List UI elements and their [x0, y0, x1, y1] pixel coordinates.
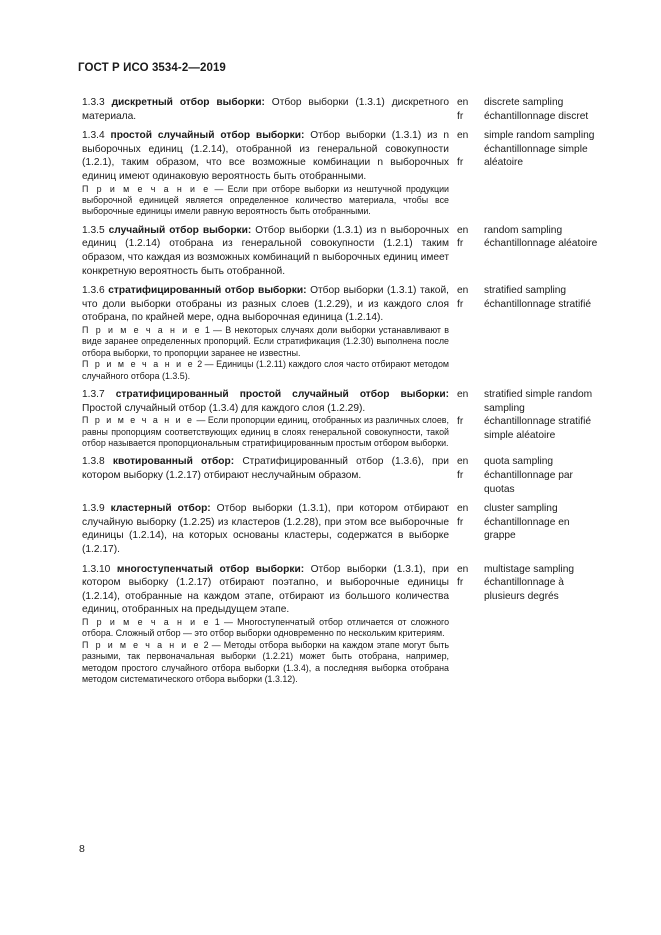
- translation-fr: échantillonnage par quotas: [484, 469, 573, 495]
- note-label: П р и м е ч а н и е: [82, 183, 211, 194]
- lang-en: en: [457, 285, 469, 297]
- entry-main: [82, 455, 449, 496]
- term-entry-1-3-3: [82, 96, 604, 123]
- term-number: 1.3.6: [82, 285, 105, 297]
- lang-fr: fr: [457, 298, 464, 310]
- term-number: 1.3.4: [82, 130, 105, 142]
- note-label: П р и м е ч а н и е: [82, 324, 202, 335]
- term-note-1: [82, 325, 449, 359]
- term-title: многоступенчатый отбор выборки:: [116, 563, 305, 575]
- entry-main: [82, 224, 449, 278]
- entry-main: [82, 284, 449, 382]
- term-entry-1-3-7: [82, 388, 604, 449]
- lang-en: en: [457, 503, 469, 515]
- terms-list: [82, 96, 604, 691]
- term-note-2: [82, 640, 449, 686]
- page-header: ГОСТ Р ИСО 3534-2—2019: [78, 62, 226, 74]
- translations: [484, 563, 604, 686]
- lang-en: en: [457, 224, 469, 236]
- lang-fr: fr: [457, 110, 464, 122]
- term-title: дискретный отбор выборки:: [111, 97, 265, 108]
- term-title: квотированный отбор:: [112, 456, 235, 468]
- lang-en: en: [457, 563, 469, 575]
- lang-codes: [457, 224, 484, 278]
- term-entry-1-3-4: [82, 129, 604, 218]
- lang-en: en: [457, 388, 469, 400]
- translation-fr: échantillonnage simple aléatoire: [484, 143, 588, 169]
- note-text: 2 — Методы отбора выборки на каждом этапе могут быть разными, так первоначальная выборки (1.2.21) может быть отобрана, например, методом простого случайного отбора выборки (1.3.4), а последняя выборка отобрана методом систематического отбора выборки (1.3.12).: [82, 639, 450, 684]
- translations: [484, 455, 604, 496]
- note-label: П р и м е ч а н и е: [82, 359, 195, 370]
- term-definition: Отбор выборки (1.3.1) из n выборочных единиц (1.2.14) отобрана из генеральной совокупности (1.2.1) таким образом, что каждая из возможных комбинаций n выборочных единиц имеет конкретную вероятность быть отобранной.: [82, 224, 449, 277]
- term-entry-1-3-6: [82, 284, 604, 382]
- lang-fr: fr: [457, 577, 464, 589]
- lang-codes: [457, 388, 484, 449]
- term-number: 1.3.3: [82, 97, 105, 108]
- note-text: 1 — Многоступенчатый отбор отличается от сложного отбора. Сложный отбор — это отбор выборки одновременно по нескольким критериям.: [82, 616, 450, 639]
- translation-en: stratified simple random sampling: [484, 388, 593, 414]
- entry-main: [82, 563, 449, 686]
- term-title: стратифицированный отбор выборки:: [108, 285, 307, 297]
- entry-main: [82, 96, 449, 123]
- lang-fr: fr: [457, 238, 464, 250]
- term-number: 1.3.5: [82, 224, 105, 236]
- lang-fr: fr: [457, 416, 464, 428]
- lang-codes: [457, 129, 484, 218]
- term-title: простой случайный отбор выборки:: [110, 130, 305, 142]
- note-label: П р и м е ч а н и е: [82, 415, 194, 426]
- lang-codes: [457, 455, 484, 496]
- term-definition: Отбор выборки (1.3.1), при котором выборку (1.2.17) отбирают поэтапно, и выборочные единицы (1.2.14), отобранные на каждом этапе, отбирают из большого количества единиц, отобранных на предыдущем этапе.: [82, 563, 449, 616]
- translation-en: quota sampling: [484, 456, 554, 468]
- translation-en: simple random sampling: [484, 130, 595, 142]
- term-number: 1.3.10: [82, 563, 111, 575]
- translations: [484, 129, 604, 218]
- lang-fr: fr: [457, 157, 464, 169]
- lang-fr: fr: [457, 469, 464, 481]
- translations: [484, 502, 604, 556]
- term-entry-1-3-8: [82, 455, 604, 496]
- term-entry-1-3-9: [82, 502, 604, 556]
- term-definition: Отбор выборки (1.3.1) такой, что доли выборки отобраны из разных слоев (1.2.29), и из каждого слоя отобрана, по крайней мере, одна выборочная единица (1.2.14).: [82, 285, 449, 324]
- translation-fr: échantillonnage discret: [484, 110, 589, 122]
- translation-fr: échantillonnage stratifié simple aléatoire: [484, 416, 592, 441]
- lang-en: en: [457, 456, 469, 468]
- note-text: — Если при отборе выборки из нештучной продукции выборочной единицей является определенное количество материала, чтобы все выборочные единицы имели равную вероятность быть отобранными.: [82, 183, 450, 217]
- term-definition: Простой случайный отбор (1.3.4) для каждого слоя (1.2.29).: [82, 402, 366, 414]
- term-definition: Стратифицированный отбор (1.3.6), при котором выборку (1.2.17) отбирают неслучайным образом.: [82, 456, 449, 481]
- term-title: случайный отбор выборки:: [108, 224, 252, 236]
- term-note-2: [82, 359, 449, 382]
- lang-codes: [457, 563, 484, 686]
- lang-codes: [457, 502, 484, 556]
- term-definition: Отбор выборки (1.3.1) дискретного материала.: [82, 97, 449, 122]
- translations: [484, 96, 604, 123]
- translation-fr: échantillonnage aléatoire: [484, 238, 598, 250]
- term-entry-1-3-5: [82, 224, 604, 278]
- translation-en: cluster sampling: [484, 503, 558, 515]
- note-label: П р и м е ч а н и е: [82, 639, 201, 650]
- term-note-1: [82, 617, 449, 640]
- entry-main: [82, 129, 449, 218]
- term-number: 1.3.9: [82, 503, 105, 515]
- term-number: 1.3.8: [82, 456, 105, 468]
- entry-main: [82, 388, 449, 449]
- note-label: П р и м е ч а н и е: [82, 616, 211, 627]
- lang-en: en: [457, 130, 469, 142]
- term-note: [82, 415, 449, 449]
- term-number: 1.3.7: [82, 388, 105, 400]
- term-title: кластерный отбор:: [110, 503, 211, 515]
- lang-en: en: [457, 97, 469, 108]
- note-text: 2 — Единицы (1.2.11) каждого слоя часто отбирают методом случайного отбора (1.3.5).: [82, 359, 450, 381]
- translation-en: discrete sampling: [484, 97, 564, 108]
- translations: [484, 284, 604, 382]
- translation-en: stratified sampling: [484, 285, 567, 297]
- translation-en: multistage sampling: [484, 563, 575, 575]
- translations: [484, 224, 604, 278]
- note-text: — Если пропорции единиц, отобранных из различных слоев, равны пропорциям соответствующих единиц в слоях генеральной совокупности, такой отбор называется пропорциональным стратифицированным простым отбором выборки.: [82, 415, 449, 448]
- term-entry-1-3-10: [82, 563, 604, 686]
- translation-fr: échantillonnage en grappe: [484, 516, 570, 542]
- term-definition: Отбор выборки (1.3.1), при котором отбирают случайную выборку (1.2.25) из кластеров (1.2.28), при этом все выборочные единицы (1.2.14), на которых основаны кластеры, содержатся в выборке (1.2.17).: [82, 503, 449, 555]
- entry-main: [82, 502, 449, 556]
- translation-en: random sampling: [484, 224, 563, 236]
- note-text: 1 — В некоторых случаях доли выборки устанавливают в виде заранее определенных пропорций. Если стратификация (1.2.30) выполнена после отбора выборки, то пропорции заранее не известны.: [82, 324, 450, 358]
- translation-fr: échantillonnage stratifié: [484, 298, 592, 310]
- term-title: стратифицированный простой случайный отбор выборки:: [115, 388, 449, 400]
- page-number: 8: [79, 843, 85, 855]
- translation-fr: échantillonnage à plusieurs degrés: [484, 577, 564, 602]
- term-note: [82, 184, 449, 218]
- term-definition: Отбор выборки (1.3.1) из n выборочных единиц (1.2.14), отобранной из генеральной совокупности (1.2.1), таким образом, что все возможные комбинации n выборочных единиц имеют одинаковую вероятность быть отобранными.: [82, 130, 449, 182]
- lang-codes: [457, 284, 484, 382]
- translations: [484, 388, 604, 449]
- lang-fr: fr: [457, 516, 464, 528]
- lang-codes: [457, 96, 484, 123]
